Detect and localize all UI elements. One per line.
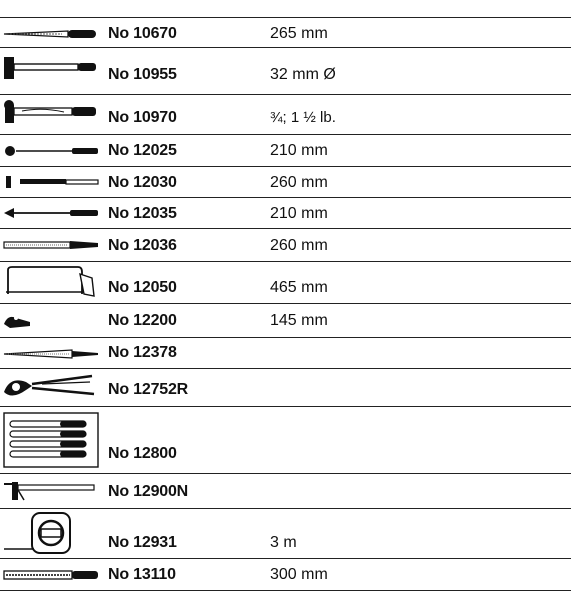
table-row [0, 509, 571, 559]
caliper-icon [2, 478, 100, 504]
product-code: No 10955 [108, 66, 177, 83]
table-row [0, 48, 571, 95]
product-code: No 13110 [108, 566, 176, 583]
product-code: No 12035 [108, 205, 177, 222]
product-code: No 10670 [108, 25, 177, 42]
product-size: 260 mm [270, 174, 328, 191]
round-punch-icon [2, 141, 100, 161]
cold-chisel-icon [2, 172, 100, 192]
file-icon [2, 23, 100, 43]
table-row [0, 95, 571, 135]
half-round-file-icon [2, 344, 100, 364]
product-code: No 12752R [108, 381, 189, 398]
ball-peen-hammer-icon [2, 97, 100, 127]
product-size: 210 mm [270, 205, 328, 222]
table-row [0, 407, 571, 474]
flat-file-icon [2, 235, 100, 255]
product-code: No 10970 [108, 109, 177, 126]
product-size: 465 mm [270, 279, 328, 296]
product-size: 300 mm [270, 566, 328, 583]
table-row [0, 17, 571, 48]
table-row [0, 304, 571, 338]
tape-measure-icon [2, 511, 100, 557]
hacksaw-icon [2, 264, 100, 300]
scriber-icon [2, 310, 100, 332]
tin-snips-icon [2, 372, 100, 402]
product-code: No 12025 [108, 142, 177, 159]
product-code: No 12030 [108, 174, 177, 191]
table-row [0, 198, 571, 229]
product-size: 260 mm [270, 237, 328, 254]
product-code: No 12931 [108, 534, 177, 551]
product-code: No 12200 [108, 312, 177, 329]
product-size: 210 mm [270, 142, 328, 159]
table-row [0, 369, 571, 407]
product-size: ¾; 1 ½ lb. [270, 109, 336, 126]
product-size: 3 m [270, 534, 297, 551]
product-code: No 12900N [108, 483, 189, 500]
table-row [0, 229, 571, 262]
table-row [0, 135, 571, 167]
rasp-icon [2, 565, 100, 585]
product-code: No 12036 [108, 237, 177, 254]
table-row [0, 167, 571, 198]
product-size: 32 mm Ø [270, 66, 336, 83]
file-set-box-icon [2, 411, 100, 469]
product-code: No 12800 [108, 445, 177, 462]
product-code: No 12050 [108, 279, 177, 296]
pointed-chisel-icon [2, 203, 100, 223]
product-code: No 12378 [108, 344, 177, 361]
table-row [0, 474, 571, 509]
product-size: 265 mm [270, 25, 328, 42]
table-row [0, 559, 571, 591]
hammer-icon [2, 54, 100, 84]
table-row [0, 338, 571, 369]
product-size: 145 mm [270, 312, 328, 329]
table-row [0, 262, 571, 304]
